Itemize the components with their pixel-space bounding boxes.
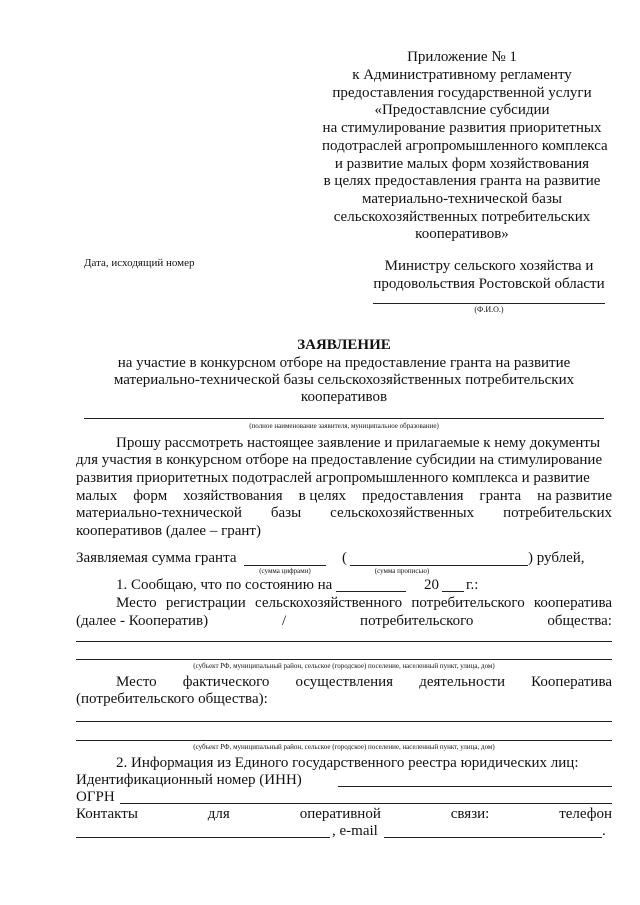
word: малых	[76, 488, 118, 504]
word: сельскохозяйственного	[255, 595, 403, 611]
section2-heading: 2. Информация из Единого государственного реестра юридических лиц:	[116, 755, 579, 771]
fio-caption: (Ф.И.О.)	[474, 305, 504, 314]
address-caption: (субъект РФ, муниципальный район, сельское (городское) поселение, населенный пункт, улица, дом)	[193, 662, 495, 670]
ogrn-field[interactable]	[120, 803, 612, 804]
word: сельскохозяйственных	[330, 505, 475, 521]
appendix-line: сельскохозяйственных потребительских	[333, 209, 591, 225]
appendix-line: кооперативов»	[415, 226, 509, 242]
inn-field[interactable]	[338, 786, 612, 787]
email-label: , e-mail	[332, 823, 378, 839]
amount-label: Заявляемая сумма гранта	[76, 550, 237, 566]
appendix-line: предоставления государственной услуги	[332, 85, 592, 101]
word: для	[207, 806, 230, 822]
addressee-line: продовольствия Ростовской области	[373, 276, 605, 292]
actual-address-field[interactable]	[76, 721, 612, 722]
amount-words-caption: (сумма прописью)	[374, 567, 430, 575]
word: предоставления	[361, 488, 464, 504]
title-line: материально-технической базы сельскохозяйственных потребительских	[113, 372, 575, 388]
word: общества:	[547, 613, 612, 629]
request-line: Прошу рассмотреть настоящее заявление и прилагаемые к нему документы	[116, 435, 601, 451]
word: (далее - Кооператив)	[76, 613, 209, 629]
appendix-line: Приложение № 1	[407, 49, 517, 65]
actual-place-line: (потребительского общества):	[76, 691, 268, 707]
word: деятельности	[419, 674, 506, 690]
date-number-label: Дата, исходящий номер	[84, 257, 195, 269]
appendix-line: подотраслей агропромышленного комплекса	[322, 138, 608, 154]
amount-open-paren: (	[342, 550, 347, 566]
word: гранта	[479, 488, 522, 504]
registration-address-field[interactable]	[76, 641, 612, 642]
word: Место	[116, 595, 157, 611]
appendix-line: к Административному регламенту	[352, 67, 572, 83]
word: потребительского	[411, 595, 525, 611]
registration-address-field[interactable]	[76, 659, 612, 660]
inn-label: Идентификационный номер (ИНН)	[76, 772, 302, 788]
appendix-line: «Предоставлсние субсидии	[374, 102, 550, 118]
registration-line	[116, 594, 612, 612]
appendix-line: материально-технической базы	[362, 191, 562, 207]
word: хозяйствования	[183, 488, 283, 504]
appendix-line: на стимулирование развития приоритетных	[322, 120, 602, 136]
word: потребительского	[360, 613, 474, 629]
phone-field[interactable]	[76, 837, 330, 838]
word: кооператива	[533, 595, 612, 611]
word: регистрации	[165, 595, 246, 611]
year-suffix: г.:	[466, 577, 479, 593]
word: на развитие	[537, 488, 612, 504]
actual-place-line	[116, 673, 612, 691]
word: Контакты	[76, 806, 138, 822]
word: в целях	[298, 488, 346, 504]
word: Место	[116, 674, 157, 690]
address-caption: (субъект РФ, муниципальный район, сельское (городское) поселение, населенный пункт, улица, дом)	[193, 743, 495, 751]
applicant-caption: (полное наименование заявителя, муниципальное образование)	[249, 422, 439, 430]
appendix-line: в целях предоставления гранта на развитие	[323, 173, 601, 189]
fio-underline	[373, 303, 605, 304]
request-line: развития приоритетных подотраслей агропромышленного комплекса и развитие	[76, 470, 590, 486]
appendix-line: и развитие малых форм хозяйствования	[334, 156, 590, 172]
word: Кооператива	[531, 674, 612, 690]
word: оперативной	[299, 806, 381, 822]
registration-line	[76, 612, 612, 630]
amount-digits-caption: (сумма цифрами)	[259, 567, 311, 575]
word: форм	[133, 488, 168, 504]
request-line	[76, 487, 612, 505]
title-line: на участие в конкурсном отборе на предоставление гранта на развитие	[117, 355, 571, 371]
end-dot: .	[602, 823, 606, 839]
word: потребительских	[503, 505, 612, 521]
request-line	[76, 504, 612, 522]
section1-prefix: 1. Сообщаю, что по состоянию на	[116, 577, 333, 593]
year-field[interactable]	[442, 591, 464, 592]
addressee-line: Министру сельского хозяйства и	[384, 258, 594, 274]
word: телефон	[559, 806, 612, 822]
amount-close: ) рублей,	[528, 550, 585, 566]
contacts-line	[76, 805, 612, 823]
request-line: кооперативов (далее – грант)	[76, 523, 261, 539]
word: осуществления	[295, 674, 394, 690]
word: материально-технической	[76, 505, 242, 521]
request-line: для участия в конкурсном отборе на предоставление субсидии на стимулирование	[76, 452, 603, 468]
amount-digits-field[interactable]	[244, 565, 326, 566]
word: связи:	[450, 806, 490, 822]
year-prefix: 20	[424, 577, 439, 593]
word: фактического	[182, 674, 270, 690]
word: базы	[270, 505, 302, 521]
document-title: ЗАЯВЛЕНИЕ	[297, 337, 391, 353]
applicant-name-underline	[84, 418, 604, 419]
word: /	[281, 613, 287, 629]
title-line: кооперативов	[300, 389, 388, 405]
actual-address-field[interactable]	[76, 740, 612, 741]
date-field[interactable]	[336, 591, 406, 592]
ogrn-label: ОГРН	[76, 789, 115, 805]
email-field[interactable]	[384, 837, 602, 838]
amount-words-field[interactable]	[350, 565, 528, 566]
